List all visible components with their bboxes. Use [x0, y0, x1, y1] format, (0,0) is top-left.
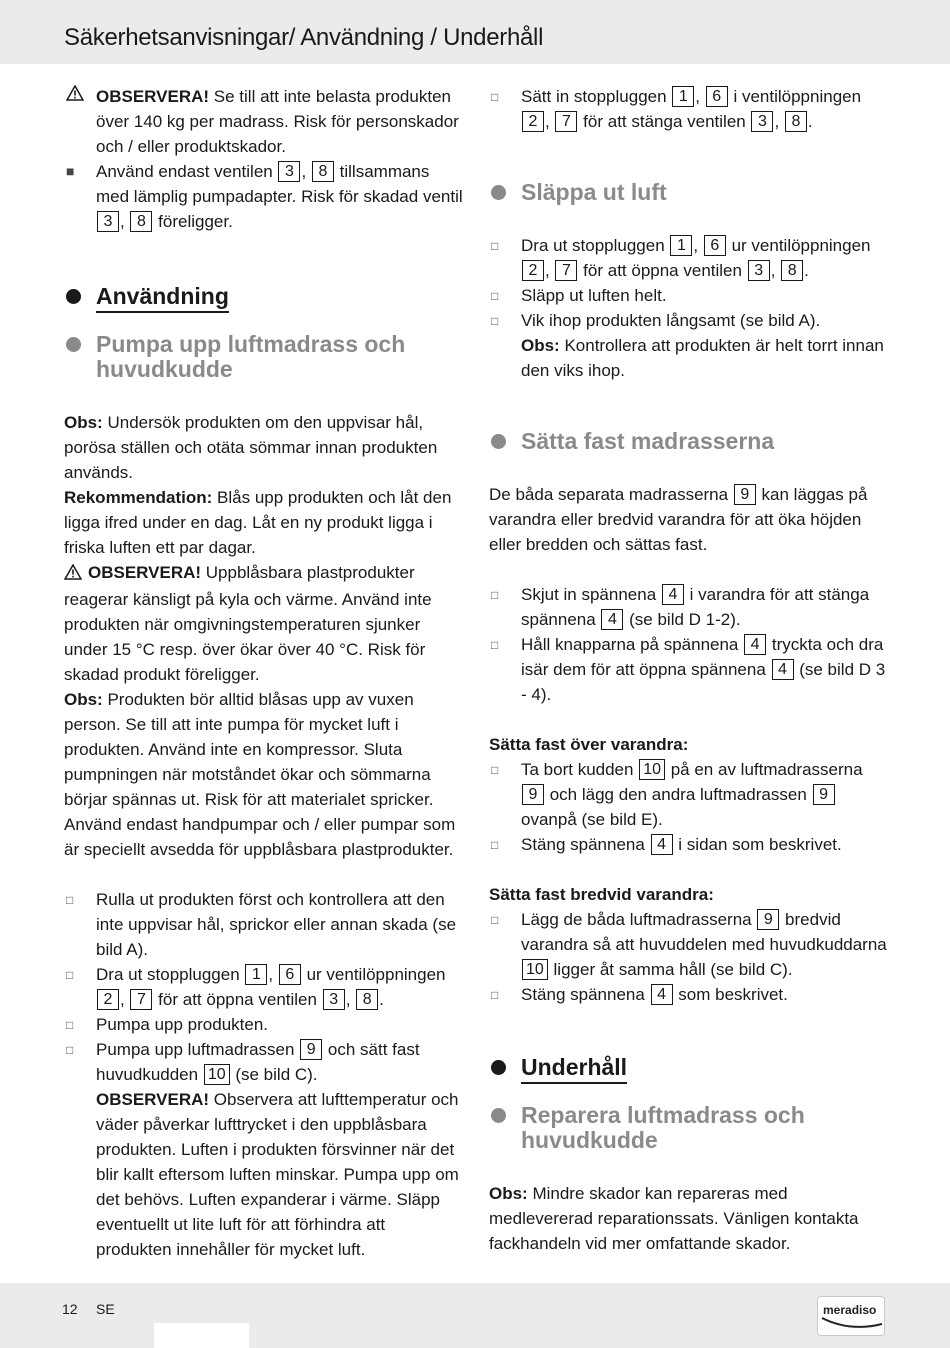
text: tillsammans med lämplig pumpadapter. Risk för skadad ventil — [96, 162, 463, 206]
part-number: 4 — [601, 609, 623, 630]
text: Produkten bör alltid blåsas upp av vuxen person. Se till att inte pumpa för mycket luft i produkten. Använd inte en kompressor. Sluta pumpningen när motståndet ökar och sömmarna börjar spännas ut. Risk för att materialet spricker. Använd endast handpumpar och / eller pumpar som är speciellt avsedda för uppblåsbara plastprodukter. — [64, 690, 456, 859]
checkbox-square-icon: □ — [491, 913, 499, 927]
part-number: 4 — [662, 584, 684, 605]
text: , — [345, 990, 356, 1009]
text: kan läggas på varandra eller bredvid varandra för att öka höjden eller bredden och sättas fast. — [489, 485, 868, 554]
part-number: 4 — [651, 834, 673, 855]
text: ligger åt samma håll (se bild C). — [548, 960, 793, 979]
section-heading-underhall — [489, 1053, 889, 1081]
text: , — [120, 990, 130, 1009]
footer-strip — [154, 1323, 249, 1348]
part-number: 3 — [323, 989, 345, 1010]
text: Undersök produkten om den uppvisar hål, porösa ställen och otäta sömmar innan produkten används. — [64, 413, 438, 482]
paragraph — [64, 485, 464, 560]
checkbox-square-icon: □ — [491, 763, 499, 777]
bullet-dot-icon — [491, 185, 506, 200]
part-number: 3 — [278, 161, 300, 182]
page-footer — [0, 1283, 950, 1348]
warning-item — [64, 84, 464, 159]
heading-over: Sätta fast över varandra: — [489, 735, 689, 754]
part-number: 4 — [772, 659, 794, 680]
text: ur ventilöppningen — [301, 965, 446, 984]
checkbox-square-icon: □ — [491, 289, 499, 303]
part-number: 10 — [522, 959, 548, 980]
part-number: 2 — [522, 260, 544, 281]
text: , — [693, 236, 703, 255]
text: , — [120, 212, 130, 231]
paragraph — [64, 687, 464, 862]
checkbox-square-icon: □ — [491, 90, 499, 104]
step-item — [64, 887, 464, 962]
warning-label: OBSERVERA! — [96, 87, 210, 106]
text: . — [807, 112, 813, 131]
text: Skjut in spännena — [521, 585, 661, 604]
step-item — [489, 582, 889, 632]
checkbox-square-icon: □ — [491, 838, 499, 852]
text: (se bild D 3 - 4). — [521, 660, 886, 704]
heading-text: Reparera luftmadrass och huvudkudde — [521, 1102, 805, 1153]
part-number: 8 — [785, 111, 807, 132]
language-code: SE — [96, 1301, 115, 1317]
step-item — [489, 283, 889, 308]
text: Håll knapparna på spännena — [521, 635, 744, 654]
step-item — [489, 84, 889, 134]
part-number: 10 — [639, 759, 665, 780]
step-item — [489, 632, 889, 707]
part-number: 3 — [751, 111, 773, 132]
text: , — [301, 162, 311, 181]
step-item — [64, 1012, 464, 1037]
text: tryckta och dra isär dem för att öppna spännena — [521, 635, 884, 679]
bullet-dot-icon — [66, 337, 81, 352]
subsection-heading-reparera — [489, 1103, 889, 1153]
checkbox-square-icon: □ — [66, 968, 74, 982]
part-number: 1 — [672, 86, 694, 107]
part-number: 8 — [781, 260, 803, 281]
text: , — [545, 112, 555, 131]
section-heading-anvandning — [64, 282, 464, 310]
step-item — [489, 233, 889, 283]
checkbox-square-icon: □ — [491, 314, 499, 328]
text: Använd endast ventilen — [96, 162, 278, 181]
left-column — [64, 84, 464, 1262]
part-number: 10 — [204, 1064, 230, 1085]
text: och lägg den andra luftmadrassen — [545, 785, 812, 804]
text: De båda separata madrasserna — [489, 485, 733, 504]
part-number: 7 — [130, 989, 152, 1010]
bullet-square-icon: ■ — [66, 163, 75, 179]
checkbox-square-icon: □ — [491, 588, 499, 602]
text: , — [774, 112, 784, 131]
checkbox-square-icon: □ — [491, 239, 499, 253]
text: , — [545, 261, 555, 280]
part-number: 6 — [704, 235, 726, 256]
text: Ta bort kudden — [521, 760, 639, 779]
text: Pumpa upp produkten. — [96, 1015, 269, 1034]
bullet-dot-icon — [491, 1108, 506, 1123]
part-number: 8 — [130, 211, 152, 232]
bullet-dot-icon — [491, 434, 506, 449]
paragraph — [489, 482, 889, 557]
text: Stäng spännena — [521, 985, 650, 1004]
warning-label: OBSERVERA! — [88, 563, 202, 582]
part-number: 9 — [734, 484, 756, 505]
heading-bredvid: Sätta fast bredvid varandra: — [489, 885, 714, 904]
text: , — [770, 261, 781, 280]
text: i varandra för att stänga spännena — [521, 585, 870, 629]
text: som beskrivet. — [673, 985, 788, 1004]
text: , — [268, 965, 278, 984]
warning-text: Se till att inte belasta produkten över 140 kg per madrass. Risk för personskador och / eller produktskador. — [96, 87, 459, 156]
text: Släpp ut luften helt. — [521, 286, 667, 305]
part-number: 2 — [97, 989, 119, 1010]
right-column — [489, 84, 889, 1256]
warning-icon — [66, 84, 84, 109]
paragraph — [489, 1181, 889, 1256]
text: Blås upp produkten och låt den ligga ifred under en dag. Låt en ny produkt ligga i friska luften ett par dagar. — [64, 488, 452, 557]
checkbox-square-icon: □ — [66, 1018, 74, 1032]
page-header — [0, 0, 950, 64]
text: Lägg de båda luftmadrasserna — [521, 910, 757, 929]
step-item — [489, 308, 889, 383]
part-number: 4 — [651, 984, 673, 1005]
heading-text: Användning — [96, 283, 229, 313]
text: (se bild C). — [230, 1065, 318, 1084]
step-item — [64, 962, 464, 1012]
recommendation-label: Rekommendation: — [64, 488, 213, 507]
obs-label: Obs: — [64, 690, 103, 709]
checkbox-square-icon: □ — [66, 1043, 74, 1057]
heading-text: Underhåll — [521, 1054, 627, 1084]
bullet-item — [64, 159, 464, 234]
part-number: 2 — [522, 111, 544, 132]
checkbox-square-icon: □ — [66, 893, 74, 907]
obs-label: Obs: — [64, 413, 103, 432]
part-number: 6 — [706, 86, 728, 107]
paragraph — [64, 560, 464, 687]
page-number: 12 — [62, 1301, 78, 1317]
text: i sidan som beskrivet. — [673, 835, 842, 854]
part-number: 9 — [813, 784, 835, 805]
part-number: 4 — [744, 634, 766, 655]
logo-swoosh-icon — [820, 1314, 884, 1330]
part-number: 9 — [522, 784, 544, 805]
text: Stäng spännena — [521, 835, 650, 854]
part-number: 6 — [279, 964, 301, 985]
checkbox-square-icon: □ — [491, 638, 499, 652]
warning-icon — [64, 562, 82, 587]
heading-text: Sätta fast madrasserna — [521, 428, 775, 454]
part-number: 1 — [245, 964, 267, 985]
text: ovanpå (se bild E). — [521, 810, 663, 829]
subsection-heading-satta — [489, 429, 889, 454]
text: Dra ut stoppluggen — [96, 965, 245, 984]
step-item — [489, 907, 889, 982]
text: Pumpa upp luftmadrassen — [96, 1040, 300, 1059]
text: Uppblåsbara plastprodukter reagerar känsligt på kyla och värme. Använd inte produkten när omgivningstemperaturen sjunker under 15 °C resp. över ökar över 40 °C. Risk för skadad produkt föreligger. — [64, 563, 432, 684]
part-number: 7 — [555, 111, 577, 132]
part-number: 7 — [555, 260, 577, 281]
subsection-heading-slappa — [489, 180, 889, 205]
text: Rulla ut produkten först och kontrollera att den inte uppvisar hål, sprickor eller annan skada (se bild A). — [96, 890, 457, 959]
text: Dra ut stoppluggen — [521, 236, 670, 255]
text: på en av luftmadrasserna — [666, 760, 863, 779]
part-number: 3 — [748, 260, 770, 281]
text: i ventilöppningen — [728, 87, 862, 106]
text: bredvid varandra så att huvuddelen med huvudkuddarna — [521, 910, 887, 954]
part-number: 9 — [300, 1039, 322, 1060]
text: Kontrollera att produkten är helt torrt innan den viks ihop. — [521, 336, 884, 380]
part-number: 8 — [356, 989, 378, 1010]
paragraph — [64, 410, 464, 485]
text: för att stänga ventilen — [578, 112, 751, 131]
part-number: 9 — [757, 909, 779, 930]
obs-label: Obs: — [489, 1184, 528, 1203]
step-item — [489, 982, 889, 1007]
subsection-heading-pumpa — [64, 332, 464, 382]
text: Vik ihop produkten långsamt (se bild A). — [521, 311, 821, 330]
text: (se bild D 1-2). — [624, 610, 741, 629]
bullet-dot-icon — [66, 289, 81, 304]
checkbox-square-icon: □ — [491, 988, 499, 1002]
bullet-dot-icon — [491, 1060, 506, 1075]
obs-label: Obs: — [521, 336, 560, 355]
part-number: 8 — [312, 161, 334, 182]
step-item — [489, 832, 889, 857]
logo-text: meradiso — [823, 1303, 877, 1317]
warning-label: OBSERVERA! — [96, 1090, 210, 1109]
heading-text: Släppa ut luft — [521, 179, 667, 205]
text: . — [379, 990, 384, 1009]
page-title: Säkerhetsanvisningar/ Användning / Underhåll — [64, 24, 544, 51]
text: , — [695, 87, 705, 106]
text: . — [804, 261, 809, 280]
part-number: 1 — [670, 235, 692, 256]
brand-logo — [817, 1296, 885, 1336]
text: ur ventilöppningen — [726, 236, 871, 255]
text: och sätt fast huvudkudden — [96, 1040, 420, 1084]
text: för att öppna ventilen — [153, 990, 322, 1009]
text: föreligger. — [153, 212, 233, 231]
step-item — [489, 757, 889, 832]
heading-text: Pumpa upp luftmadrass och huvudkudde — [96, 331, 406, 382]
text: Mindre skador kan repareras med medlevererad reparationssats. Vänligen kontakta fackhandeln vid mer omfattande skador. — [489, 1184, 859, 1253]
part-number: 3 — [97, 211, 119, 232]
text: Sätt in stoppluggen — [521, 87, 672, 106]
text: för att öppna ventilen — [578, 261, 747, 280]
text: Observera att lufttemperatur och väder påverkar lufttrycket i den uppblåsbara produkten. Luften i produkten försvinner när det blir kallt eftersom luften minskar. Pumpa upp om det behövs. Luften expanderar i värme. Släpp eventuellt ut lite luft för att förhindra att produkten innehåller för mycket luft. — [96, 1090, 459, 1259]
step-item — [64, 1037, 464, 1262]
